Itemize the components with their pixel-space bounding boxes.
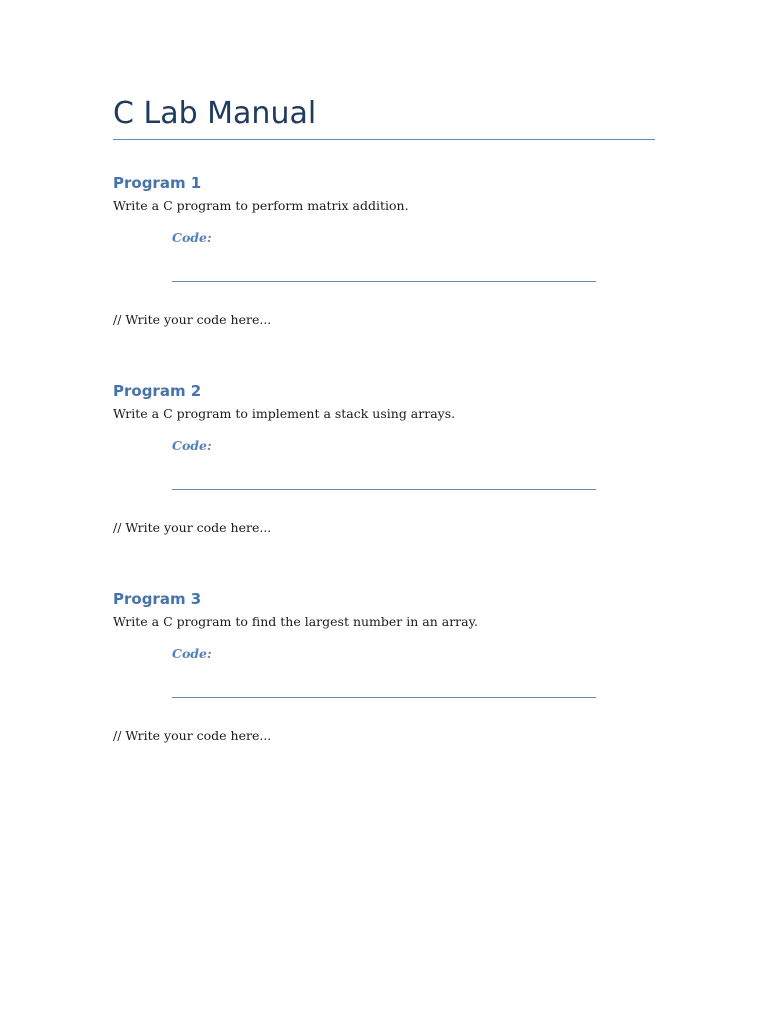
program-heading: Program 2 [113,382,202,400]
program-section-2 [0,381,768,561]
title-divider [113,139,655,140]
code-placeholder[interactable]: // Write your code here... [113,520,272,535]
code-divider [172,281,596,282]
program-section-1 [0,173,768,353]
program-description: Write a C program to find the largest number in an array. [113,614,478,629]
program-description: Write a C program to perform matrix addition. [113,198,409,213]
code-label: Code: [172,646,212,661]
code-divider [172,697,596,698]
code-placeholder[interactable]: // Write your code here... [113,728,272,743]
program-heading: Program 3 [113,590,202,608]
program-heading: Program 1 [113,174,202,192]
code-label: Code: [172,438,212,453]
code-placeholder[interactable]: // Write your code here... [113,312,272,327]
program-description: Write a C program to implement a stack using arrays. [113,406,456,421]
code-label: Code: [172,230,212,245]
program-section-3 [0,589,768,769]
code-divider [172,489,596,490]
document-title: C Lab Manual [113,96,317,131]
